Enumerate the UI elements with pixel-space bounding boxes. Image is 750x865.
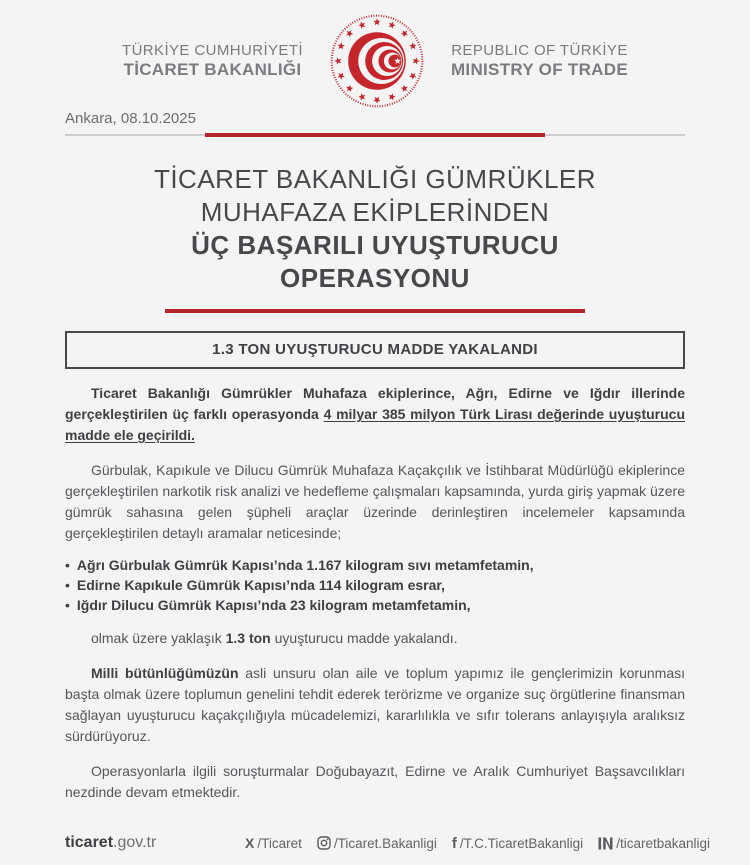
paragraph-statement bbox=[65, 663, 685, 747]
seizure-list bbox=[65, 555, 685, 615]
list-item-edirne: • Edirne Kapıkule Gümrük Kapısı’nda 114 kilogram esrar, bbox=[65, 575, 685, 595]
social-instagram bbox=[317, 836, 437, 851]
ministry-name-turkish bbox=[122, 42, 303, 80]
masthead bbox=[0, 0, 750, 108]
social-x bbox=[245, 836, 302, 851]
nsosyal-icon bbox=[598, 837, 613, 850]
website bbox=[65, 834, 156, 852]
total-amount: 1.3 ton bbox=[225, 630, 271, 646]
ministry-name-tr-line1: TÜRKİYE CUMHURİYETİ bbox=[122, 41, 303, 59]
paragraph-total bbox=[65, 628, 685, 649]
title-line-2: MUHAFAZA EKİPLERİNDEN bbox=[200, 197, 550, 227]
facebook-icon: f bbox=[451, 834, 457, 852]
paragraph-lead bbox=[65, 383, 685, 446]
social-handles bbox=[245, 836, 710, 851]
statement-rest: asli unsuru olan aile ve toplum yapımız ile gençlerimizin korunması başta olmak üzere toplumun genelini tehdit ederek terörizme ve organize suç örgütlerine finansman sağlayan uyuşturucu kaçakçılığıyla mücadelemizi, kararlılıkla ve sıfır tolerans anlayışıyla aralıksız sürdürüyoruz. bbox=[65, 665, 685, 744]
ministry-name-en-line1: REPUBLIC OF TÜRKİYE bbox=[451, 41, 628, 59]
social-facebook-handle: /T.C.TicaretBakanligi bbox=[459, 835, 584, 851]
instagram-icon bbox=[317, 836, 331, 850]
page-title bbox=[0, 163, 750, 295]
ministry-of-trade-logo-icon bbox=[329, 13, 425, 109]
title-line-3: ÜÇ BAŞARILI UYUŞTURUCU bbox=[191, 230, 559, 260]
website-rest: .gov.tr bbox=[113, 834, 157, 851]
social-instagram-handle: /Ticaret.Bakanligi bbox=[333, 835, 437, 851]
statement-lead-bold: Milli bütünlüğümüzün bbox=[91, 665, 239, 681]
list-item-agri: • Ağrı Gürbulak Gümrük Kapısı’nda 1.167 kilogram sıvı metamfetamin, bbox=[65, 555, 685, 575]
list-item-igdir: • Iğdır Dilucu Gümrük Kapısı’nda 23 kilogram metamfetamin, bbox=[65, 595, 685, 615]
ministry-name-tr-line2: TİCARET BAKANLIĞI bbox=[123, 59, 302, 79]
paragraph-operations: Gürbulak, Kapıkule ve Dilucu Gümrük Muhafaza Kaçakçılık ve İstihbarat Müdürlüğü ekiplerince gerçekleştirilen narkotik risk analizi ve hedefleme çalışmaları kapsamında, yurda giriş yapmak üzere gümrük sahasına gelen şüpheli araçlar üzerinde derinleştiren incelemeler kapsamında gerçekleştirilen detaylı aramalar neticesinde; bbox=[65, 462, 685, 541]
headline-banner: 1.3 TON UYUŞTURUCU MADDE YAKALANDI bbox=[65, 331, 685, 369]
social-x-handle: /Ticaret bbox=[257, 835, 302, 851]
website-bold: ticaret bbox=[65, 834, 114, 851]
header-divider-red bbox=[205, 133, 545, 137]
header-divider bbox=[65, 132, 685, 137]
social-facebook bbox=[452, 836, 583, 851]
title-line-1: TİCARET BAKANLIĞI GÜMRÜKLER bbox=[153, 164, 597, 194]
ministry-name-en-line2: MINISTRY OF TRADE bbox=[450, 59, 628, 79]
social-nsosyal-handle: /ticaretbakanligi bbox=[616, 835, 710, 851]
social-nsosyal bbox=[598, 836, 710, 851]
title-red-underline bbox=[165, 309, 585, 313]
dateline: Ankara, 08.10.2025 bbox=[65, 110, 196, 127]
lead-text: Ticaret Bakanlığı Gümrükler Muhafaza ekiplerince, Ağrı, Edirne ve Iğdır illerinde gerçekleştirilen üç farklı operasyonda bbox=[65, 385, 685, 422]
total-pre: olmak üzere yaklaşık bbox=[91, 630, 226, 646]
page-footer bbox=[65, 834, 710, 852]
title-line-4: OPERASYONU bbox=[280, 263, 470, 293]
total-post: uyuşturucu madde yakalandı. bbox=[270, 630, 458, 646]
paragraph-prosecution: Operasyonlarla ilgili soruşturmalar Doğubayazıt, Edirne ve Aralık Cumhuriyet Başsavcılıkları nezdinde devam etmektedir. bbox=[65, 763, 685, 800]
ministry-name-english bbox=[451, 42, 628, 80]
x-icon: X bbox=[244, 835, 255, 851]
lead-underlined-value: 4 milyar 385 milyon Türk Lirası değerinde uyuşturucu madde ele geçirildi. bbox=[65, 406, 685, 443]
